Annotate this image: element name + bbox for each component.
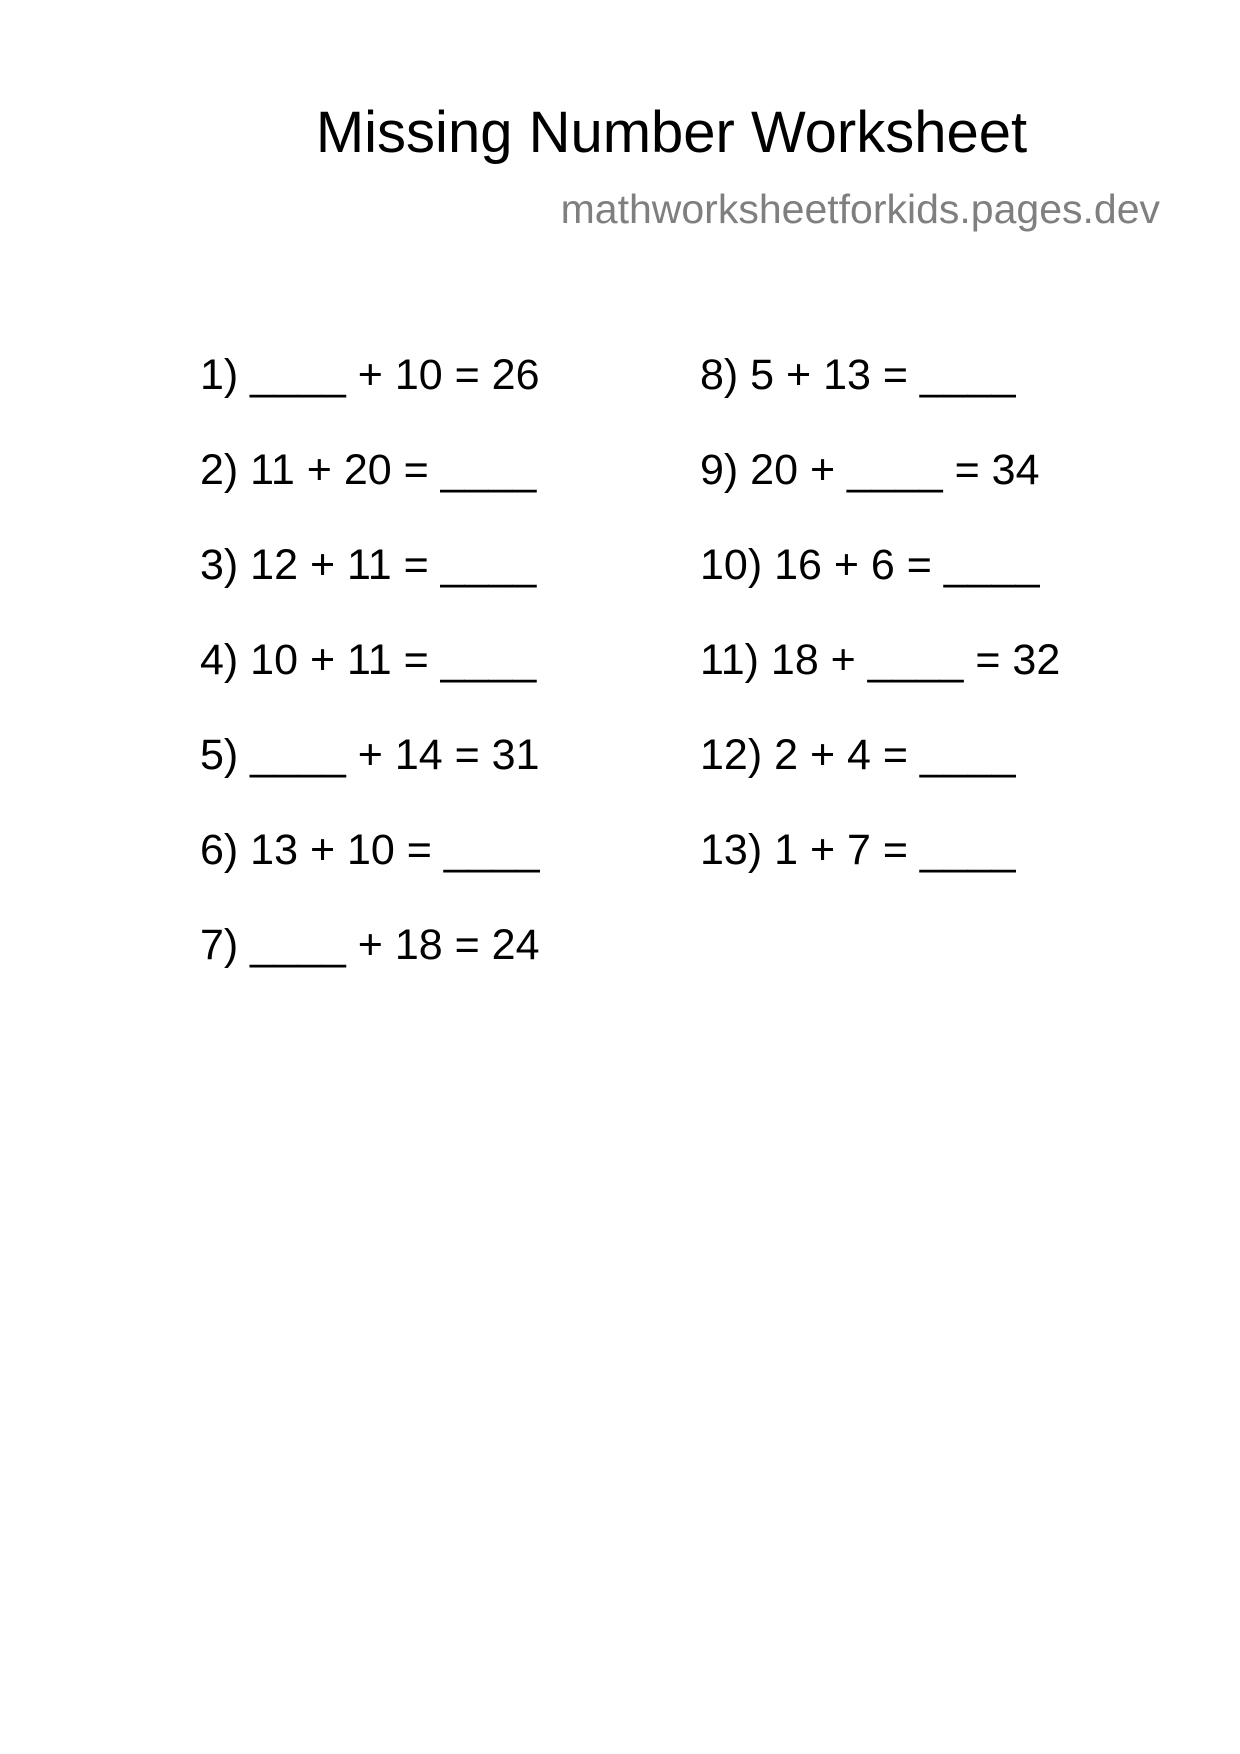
problem-10: 10) 16 + 6 = ____ bbox=[700, 541, 1040, 589]
worksheet-title: Missing Number Worksheet bbox=[315, 100, 1028, 165]
problem-12: 12) 2 + 4 = ____ bbox=[700, 731, 1016, 779]
problem-2: 2) 11 + 20 = ____ bbox=[200, 446, 537, 494]
problem-13: 13) 1 + 7 = ____ bbox=[700, 826, 1016, 874]
problem-11: 11) 18 + ____ = 32 bbox=[700, 636, 1061, 684]
problem-4: 4) 10 + 11 = ____ bbox=[200, 636, 537, 684]
problem-7: 7) ____ + 18 = 24 bbox=[200, 921, 540, 969]
problem-9: 9) 20 + ____ = 34 bbox=[700, 446, 1040, 494]
problem-3: 3) 12 + 11 = ____ bbox=[200, 541, 537, 589]
problem-8: 8) 5 + 13 = ____ bbox=[700, 351, 1016, 399]
source-url: mathworksheetforkids.pages.dev bbox=[560, 186, 1160, 232]
problem-6: 6) 13 + 10 = ____ bbox=[200, 826, 540, 874]
problem-5: 5) ____ + 14 = 31 bbox=[200, 731, 540, 779]
problem-1: 1) ____ + 10 = 26 bbox=[200, 351, 540, 399]
